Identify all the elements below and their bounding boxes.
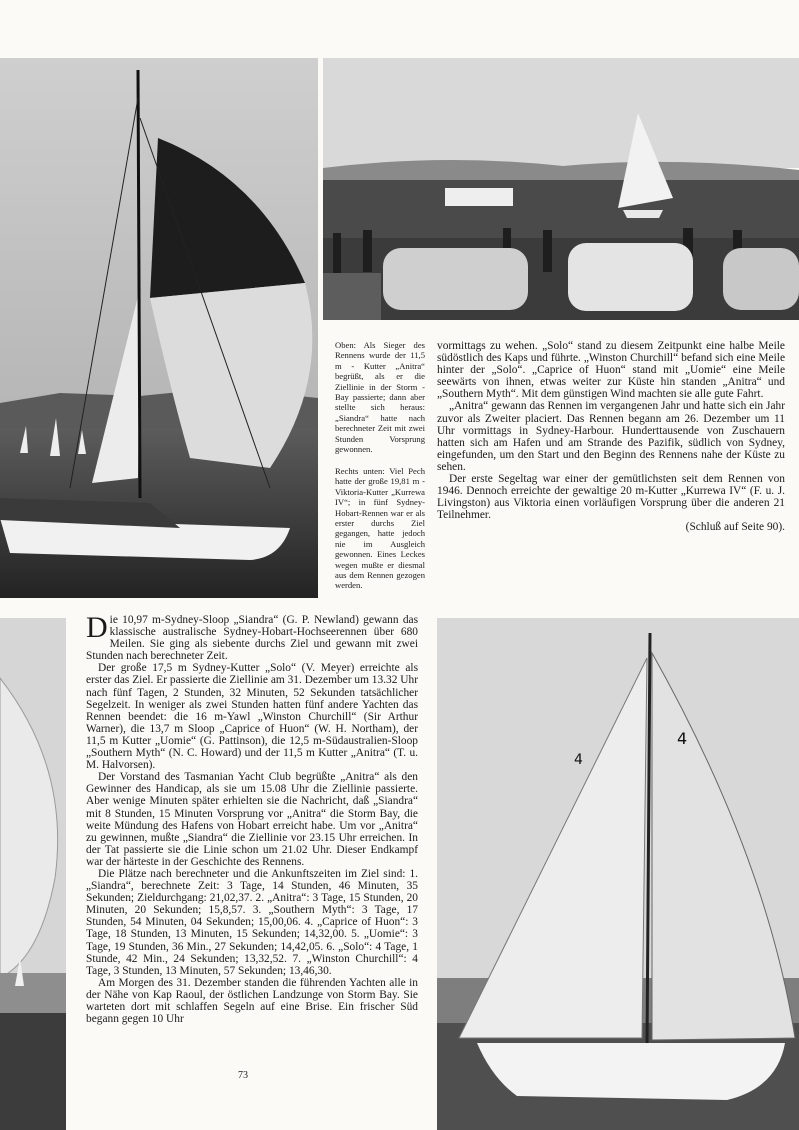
paragraph: „Anitra“ gewann das Rennen im vergangenen Jahr und hatte sich ein Jahr zuvor als Zweiter placiert. Das Rennen begann am 26. Dezember um 11 Uhr vormittags in Sydney-Harbour. Hunderttausende von Zuschauern hatten sich am Hafen und am Strande des Pazifik, südlich von Sydney, eingefunden, um den Start und den Beginn des Rennens nahe der Küste zu sehen. — [437, 400, 785, 473]
photo-spinnaker-yacht — [0, 58, 318, 598]
paragraph: Der erste Segeltag war einer der gemütlichsten seit dem Rennen von 1946. Dennoch erreichte der gewaltige 20 m-Kutter „Kurrewa IV“ (F. u. J. Livingston) aus Viktoria einen vorläufigen Vorsprung über die anderen 21 Teilnehmer. — [437, 473, 785, 522]
paragraph: Am Morgen des 31. Dezember standen die führenden Yachten alle in der Nähe von Kap Raoul, der östlichen Landzunge von Storm Bay. Sie warteten dort mit schlaffen Segeln auf eine Brise. Ein frischer Süd begann gegen 10 Uhr — [86, 976, 418, 1026]
upper-text-column — [437, 340, 785, 534]
drop-cap: D — [86, 611, 108, 644]
caption-top-photo: Oben: Als Sieger des Rennens wurde der 11,5 m - Kutter „Anitra“ begrüßt, als er die Ziellinie in der Storm - Bay passierte; dann aber stellte sich heraus: „Siandra“ hatte nach berechneter Zeit mit zwei Stunden Vorsprung gewonnen. — [335, 340, 425, 455]
photo-finish-harbour — [323, 58, 799, 320]
main-text-column — [86, 611, 418, 1026]
page-number: 73 — [238, 1070, 248, 1081]
sail-number-right: 4 — [677, 729, 688, 748]
continued-note: (Schluß auf Seite 90). — [685, 521, 785, 534]
lead-paragraph: ie 10,97 m-Sydney-Sloop „Siandra“ (G. P. Newland) gewann das klassische australische Sydney-Hobart-Hochseerennen über 680 Meilen. Sie ging als siebente durchs Ziel und gewann mit zwei Stunden nach berechneter Zeit. — [86, 614, 418, 663]
paragraph: Die Plätze nach berechneter und die Ankunftszeiten im Ziel sind: 1. „Siandra“, berechnete Zeit: 3 Tage, 14 Stunden, 46 Minuten, 35 Sekunden; Zieldurchgang: 21,02,37. 2. „Anitra“: 3 Tage, 15 Stunden, 20 Minuten, 20 Sekunden; 15,8,57. 3. „Southern Myth“: 3 Tage, 17 Stunden, 54 Minuten, 04 Sekunden; 15,00,06. 4. „Caprice of Huon“: 3 Tage, 18 Stunden, 13 Minuten, 15 Sekunden; 14,32,00. 5. „Uomie“: 3 Tage, 19 Stunden, 36 Min., 27 Sekunden; 14,42,05. 6. „Solo“: 4 Tage, 1 Stunde, 42 Min., 24 Sekunden; 13,32,52. 7. „Winston Churchill“: 4 Tage, 3 Stunden, 13 Minuten, 57 Sekunden; 13,46,30. — [86, 867, 418, 977]
caption-bottom-right-photo: Rechts unten: Viel Pech hatte der große 19,81 m - Viktoria-Kutter „Kurrewa IV“; in fünf Sydney-Hobart-Rennen war er als erster durchs Ziel gegangen, hatte jedoch nie im Ausgleich gewonnen. Eines Leckes wegen mußte er diesmal aus dem Rennen gezogen werden. — [335, 466, 425, 591]
photo-kurrewa-yacht — [437, 618, 799, 1130]
paragraph: Der Vorstand des Tasmanian Yacht Club begrüßte „Anitra“ als den Gewinner des Handicap, als sie um 15.08 Uhr die Ziellinie passierte. Aber wenige Minuten später erhielten sie die Nachricht, daß „Siandra“ mit 8 Stunden, 15 Minuten Vorsprung vor „Anitra“ die Storm Bay, die weite Mündung des Hafens von Hobart erreicht habe. Um vor „Anitra“ zu gewinnen, mußte „Siandra“ die Ziellinie vor 23.15 Uhr erreichen. In der Tat passierte sie die Linie schon um 21.02 Uhr. Dieser Endkampf war der härteste in der Geschichte des Rennens. — [86, 771, 418, 868]
sail-number-left: 4 — [574, 752, 583, 768]
photo-sail-fragment — [0, 618, 66, 1130]
paragraph: vormittags zu wehen. „Solo“ stand zu diesem Zeitpunkt eine halbe Meile südöstlich des Kaps und führte. „Winston Churchill“ befand sich eine Meile hinter der „Solo“. „Caprice of Huon“ stand mit „Uomie“ eine Meile seewärts von ihnen, etwas weiter zur Küste hin standen „Anitra“ und „Southern Myth“. Mit dem günstigen Wind machten sie alle gute Fahrt. — [437, 340, 785, 401]
paragraph: Der große 17,5 m Sydney-Kutter „Solo“ (V. Meyer) erreichte als erster das Ziel. Er passierte die Ziellinie am 31. Dezember um 13.32 Uhr nach fünf Tagen, 2 Stunden, 32 Minuten, 52 Sekunden tatsächlicher Segelzeit. In weniger als zwei Stunden hatten fünf andere Yachten das Rennen beendet: die 16 m-Yawl „Winston Churchill“ (Sir Arthur Warner), die 13,7 m Sloop „Caprice of Huon“ (W. H. Northam), der 11,5 m Kutter „Uomie“ (G. Pattinson), die 12,5 m-Südaustralien-Sloop „Southern Myth“ (N. C. Howard) und der 11,5 m Kutter „Anitra“ (T. u. M. Halvorsen). — [86, 662, 418, 772]
